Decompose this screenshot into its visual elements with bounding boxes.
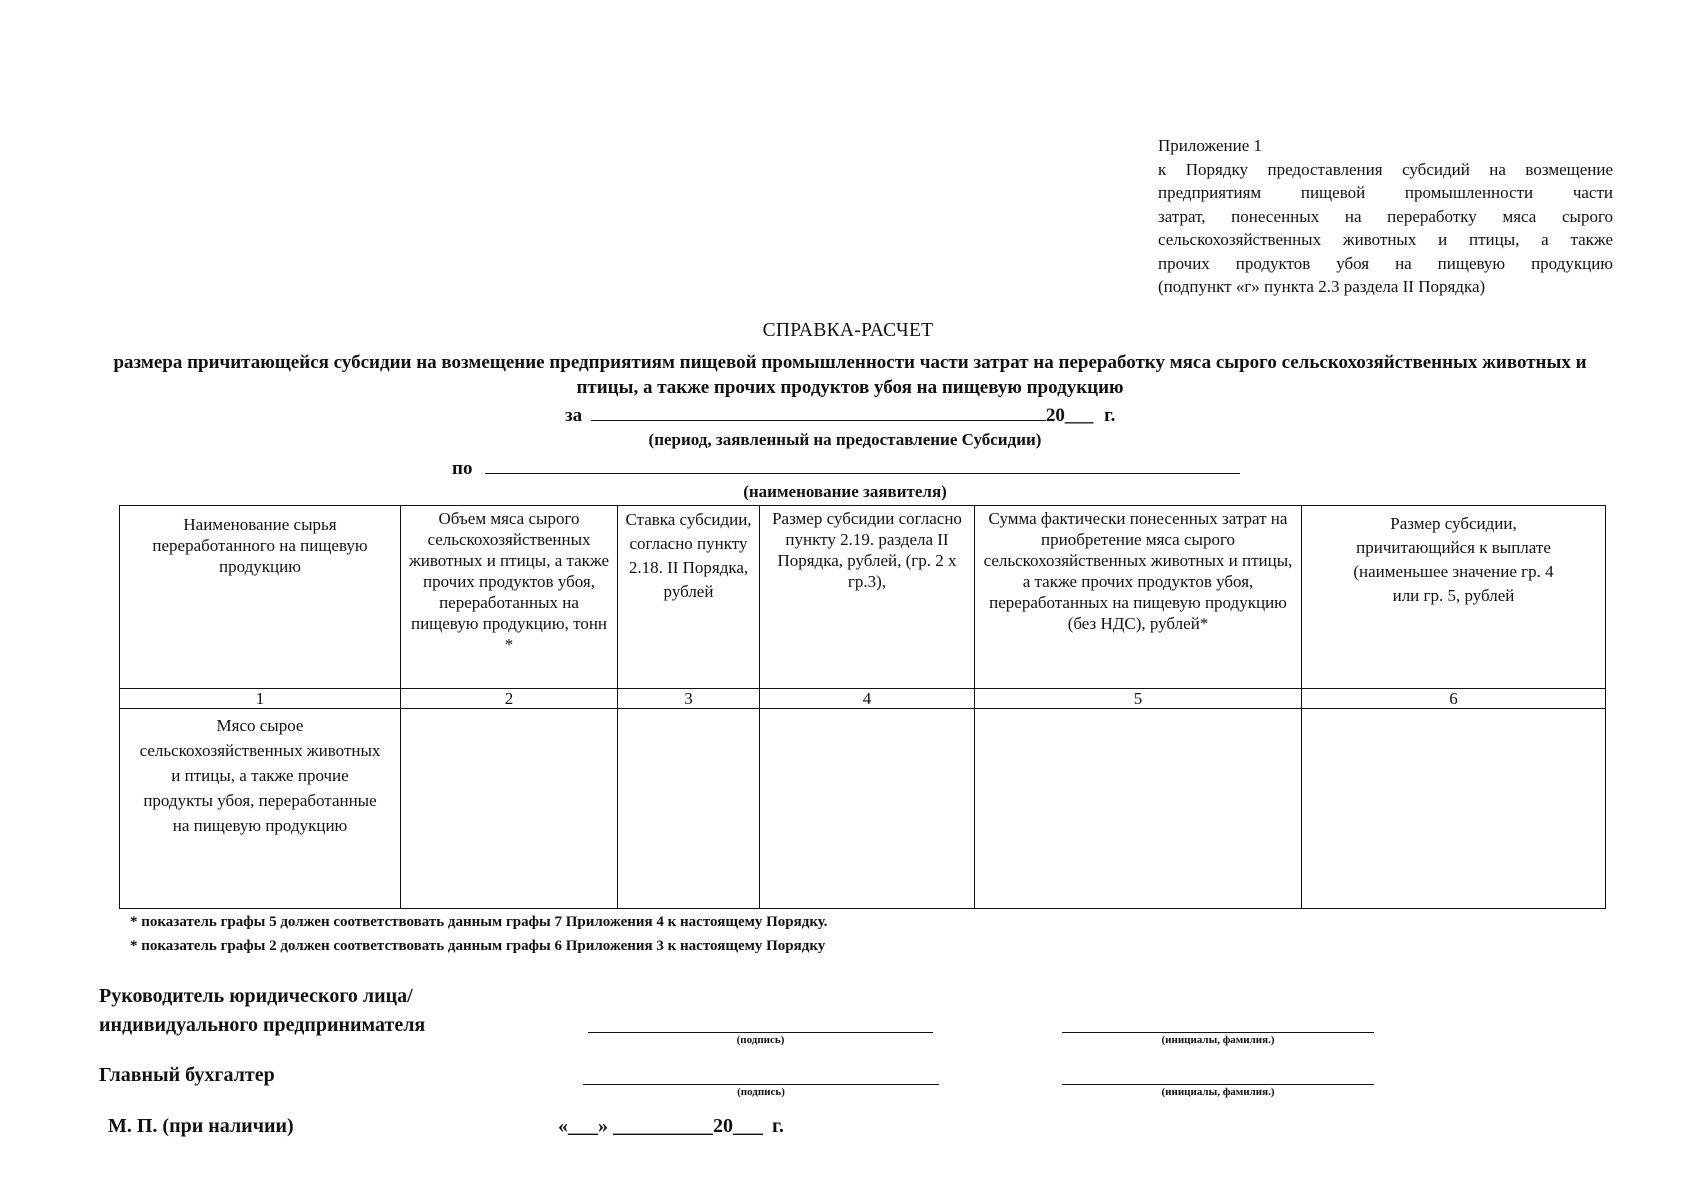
column-number: 5 (975, 689, 1302, 709)
column-number: 6 (1302, 689, 1606, 709)
appendix-line: затрат, понесенных на переработку мяса сырого (1158, 206, 1613, 226)
document-subtitle: размера причитающейся субсидии на возмещение предприятиям пищевой промышленности части затрат на переработку мяса сырого сельскохозяйственных животных и птицы, а также прочих продуктов убоя на пищевую продукцию (113, 352, 1587, 398)
appendix-line: прочих продуктов убоя на пищевую продукцию (1158, 253, 1613, 273)
column-number: 2 (401, 689, 618, 709)
appendix-line: к Порядку предоставления субсидий на возмещение (1158, 159, 1613, 179)
applicant-caption: (наименование заявителя) (743, 482, 947, 501)
header-cell: Размер субсидии, причитающийся к выплате (наименьшее значение гр. 4 или гр. 5, рублей (1302, 506, 1606, 689)
date-day: «___» (558, 1115, 608, 1137)
appendix-note (1158, 134, 1613, 299)
signature-caption: (подпись) (737, 1086, 785, 1098)
appendix-line: Приложение 1 (1158, 136, 1262, 155)
appendix-line: сельскохозяйственных животных и птицы, а также (1158, 230, 1613, 249)
table-row (120, 709, 1606, 909)
date-year: __________20___ (613, 1115, 763, 1137)
name-caption: (инициалы, фамилия.) (1161, 1034, 1275, 1046)
column-number: 3 (618, 689, 760, 709)
date-row (558, 1112, 784, 1141)
applicant-row (452, 455, 1240, 480)
date-suffix: г. (772, 1115, 784, 1137)
calculation-table (119, 505, 1606, 909)
data-cell[interactable] (618, 709, 760, 909)
appendix-line: (подпункт «г» пункта 2.3 раздела II Порядка) (1158, 277, 1486, 296)
footnote: * показатель графы 2 должен соответствовать данным графы 6 Приложения 3 к настоящему Порядку (130, 938, 826, 954)
head-label-line: индивидуального предпринимателя (99, 1014, 426, 1036)
data-cell[interactable] (760, 709, 975, 909)
head-name-line[interactable] (1062, 1032, 1374, 1033)
seal-label: М. П. (при наличии) (108, 1115, 294, 1137)
signature-caption: (подпись) (736, 1034, 785, 1046)
head-label-line: Руководитель юридического лица/ (99, 985, 413, 1007)
data-cell[interactable] (975, 709, 1302, 909)
column-number: 4 (760, 689, 975, 709)
period-row (565, 402, 1115, 427)
applicant-prefix: по (452, 458, 473, 479)
header-cell: Ставка субсидии, согласно пункту 2.18. II Порядка, рублей (618, 506, 760, 689)
period-year: 20___ (1045, 405, 1094, 426)
applicant-field[interactable] (485, 455, 1240, 474)
header-cell: Объем мяса сырого сельскохозяйственных животных и птицы, а также прочих продуктов убоя, переработанных на пищевую продукцию, тонн * (401, 506, 618, 689)
period-field[interactable] (591, 402, 1046, 421)
header-cell: Размер субсидии согласно пункту 2.19. раздела II Порядка, рублей, (гр. 2 х гр.3), (760, 506, 975, 689)
accountant-signature-line[interactable] (583, 1084, 939, 1085)
table-number-row (120, 689, 1606, 709)
period-caption: (период, заявленный на предоставление Субсидии) (648, 430, 1042, 449)
accountant-name-line[interactable] (1062, 1084, 1374, 1085)
header-cell: Наименование сырья переработанного на пищевую продукцию (120, 506, 401, 689)
name-caption: (инициалы, фамилия.) (1161, 1086, 1275, 1098)
table-header-row (120, 506, 1606, 689)
row-label: Мясо сырое сельскохозяйственных животных и птицы, а также прочие продукты убоя, переработанные на пищевую продукцию (120, 709, 401, 909)
head-signature-label (99, 982, 425, 1040)
data-cell[interactable] (1302, 709, 1606, 909)
header-cell: Сумма фактически понесенных затрат на приобретение мяса сырого сельскохозяйственных животных и птицы, а также прочих продуктов убоя, переработанных на пищевую продукцию (без НДС), рублей* (975, 506, 1302, 689)
period-year-suffix: г. (1104, 405, 1116, 426)
period-prefix: за (565, 405, 583, 426)
accountant-label: Главный бухгалтер (99, 1064, 275, 1086)
appendix-line: предприятиям пищевой промышленности части (1158, 183, 1613, 202)
document-title: СПРАВКА-РАСЧЕТ (762, 320, 934, 341)
data-cell[interactable] (401, 709, 618, 909)
column-number: 1 (120, 689, 401, 709)
head-signature-line[interactable] (588, 1032, 933, 1033)
footnote: * показатель графы 5 должен соответствовать данным графы 7 Приложения 4 к настоящему Порядку. (130, 914, 828, 930)
